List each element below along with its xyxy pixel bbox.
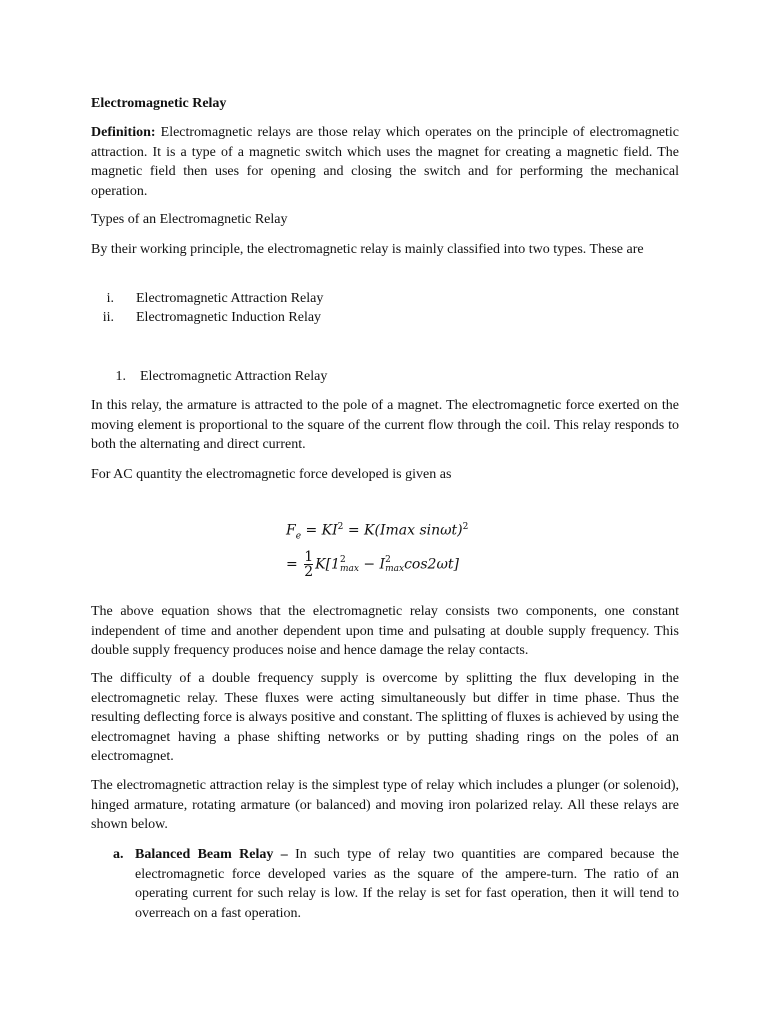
document-title: Electromagnetic Relay [91,96,227,111]
components-paragraph: The above equation shows that the electromagnetic relay consists two components, one constant independent of time and another dependent upon time and pulsating at double supply frequency. This double supply frequency produces noise and hence damage the relay contacts. [91,604,679,658]
fraction: $\frac{1}{2}$ [304,549,314,580]
definition-paragraph [91,123,679,201]
equation-line-1: $F_e = KI^2 = K(Imax$ sinωt)$^2$ [286,522,469,542]
simplest-paragraph: The electromagnetic attraction relay is the simplest type of relay which includes a plunger (or solenoid), hinged armature, rotating armature (or balanced) and moving iron polarized relay. All these relays are shown below. [91,778,679,832]
types-heading: Types of an Electromagnetic Relay [91,212,288,227]
item-a-text: In such type of relay two quantities are compared because the electromagnetic force developed varies as the square of the ampere-turn. The ratio of an operating current for such relay is low. If the relay is set for fast operation, then it will tend to overreach on a fast operation. [135,847,679,921]
ac-paragraph: For AC quantity the electromagnetic force developed is given as [91,467,452,482]
definition-text: Electromagnetic relays are those relay which operates on the principle of electromagnetic attraction. It is a type of a magnetic switch which uses the magnet for creating a magnetic field. The magnetic field then uses for opening and closing the switch and for performing the mechanical operation. [91,125,679,199]
list-marker: i. [106,291,114,306]
item-a-paragraph [135,845,679,923]
item-a-label: Balanced Beam Relay – [135,847,288,862]
types-intro-paragraph: By their working principle, the electromagnetic relay is mainly classified into two types. These are [91,242,644,257]
item-a-marker: a. [113,847,124,862]
list-item-text: Electromagnetic Induction Relay [136,310,322,325]
list-item-text: Electromagnetic Attraction Relay [136,291,324,306]
difficulty-paragraph: The difficulty of a double frequency supply is overcome by splitting the flux developing in the electromagnetic relay. These fluxes were acting simultaneously but differ in time phase. Thus the resulting deflecting force is always positive and constant. The splitting of fluxes is achieved by using the electromagnet having a phase shifting networks or by putting shading rings on the poles of an electromagnet. [91,671,679,764]
armature-paragraph: In this relay, the armature is attracted to the pole of a magnet. The electromagnetic force exerted on the moving element is proportional to the square of the current flow through the coil. This relay responds to both the alternating and direct current. [91,398,679,452]
list-marker: ii. [102,310,114,325]
section-marker: 1. [115,369,126,384]
definition-label: Definition: [91,125,156,140]
section-heading-text: Electromagnetic Attraction Relay [140,369,328,384]
equation-line-2: = $\frac{1}{2}$ K[1 2 max − I 2 max cos2ωt] [286,549,459,580]
